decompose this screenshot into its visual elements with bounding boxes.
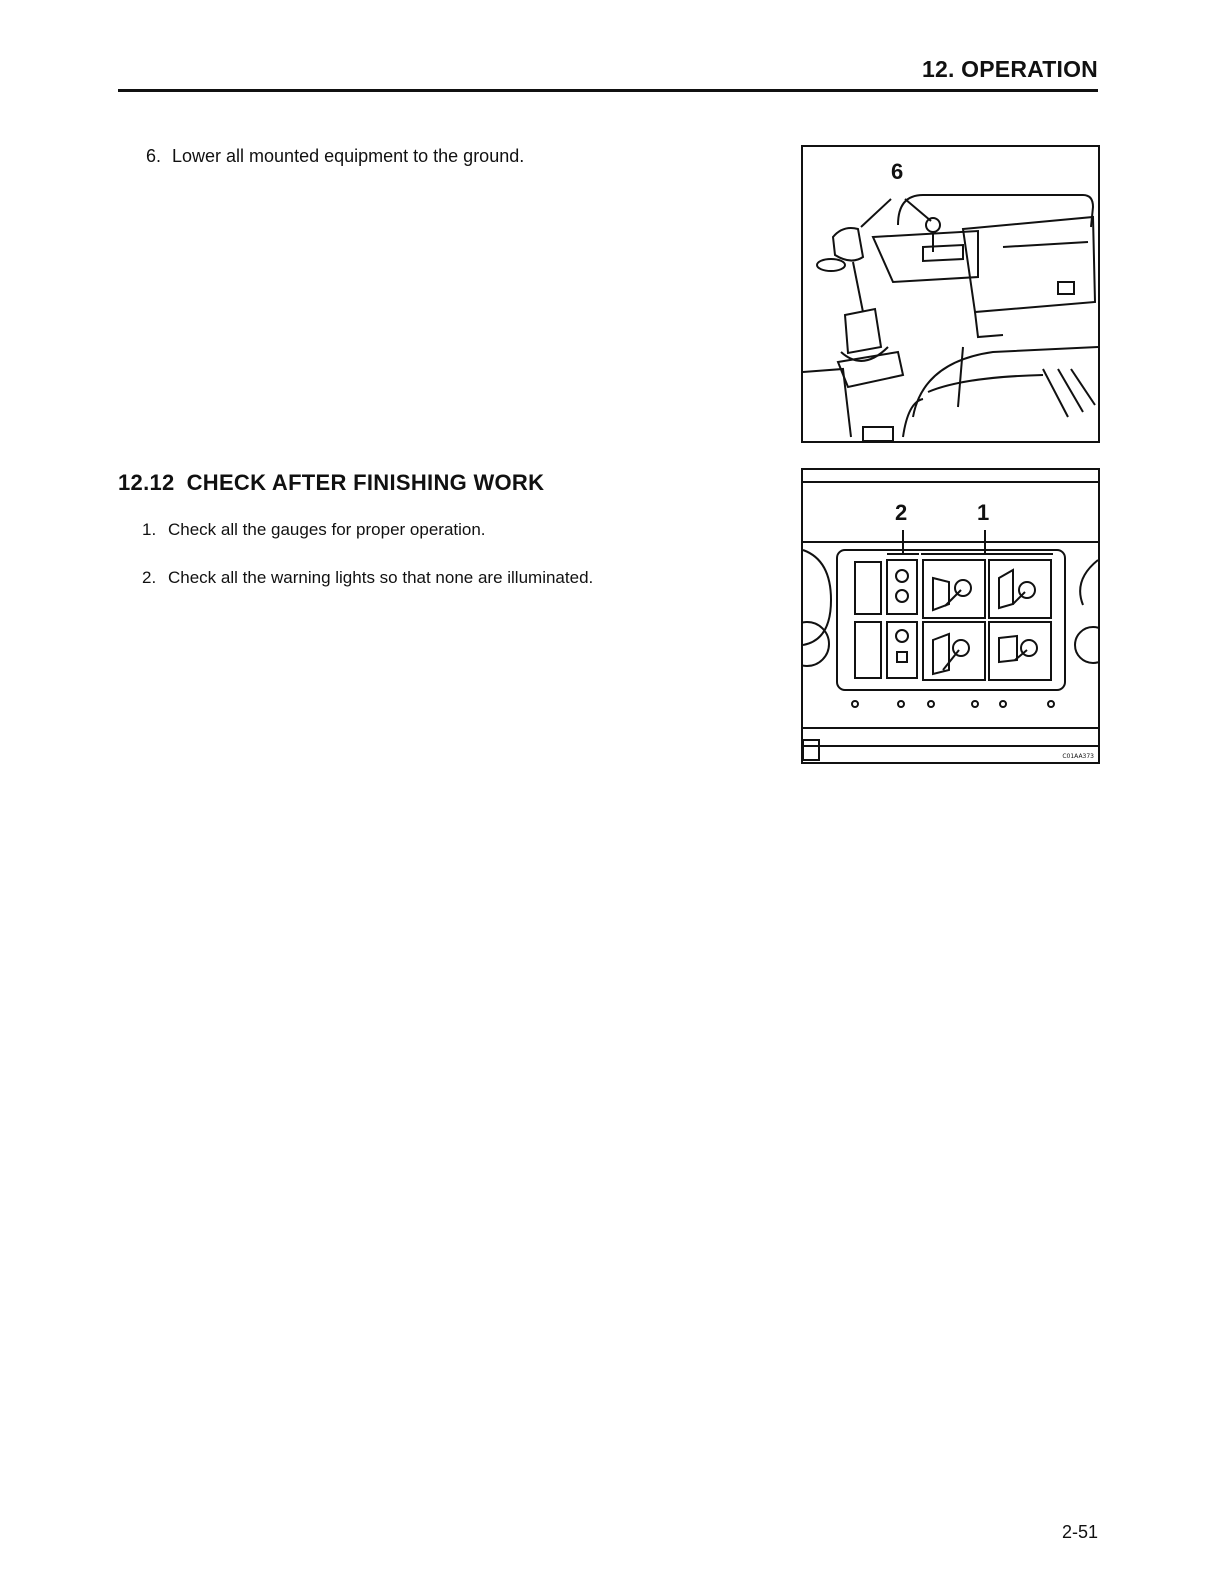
lock-lever-illustration [803, 147, 1098, 441]
step-number: 6. [146, 146, 162, 166]
gauge-panel-illustration [803, 470, 1098, 762]
figure-lock-lever [801, 145, 1100, 443]
step-6 [146, 145, 524, 167]
section-title [118, 470, 544, 496]
figure-callout-2: 2 [895, 500, 908, 525]
figure-gauge-panel [801, 468, 1100, 764]
page-number: 2-51 [1061, 1522, 1098, 1542]
step-2 [142, 567, 593, 589]
step-number: 2. [142, 568, 157, 587]
section-header: 12. OPERATION [922, 56, 1098, 82]
figure-callout-6: 6 [891, 159, 904, 184]
step-1 [142, 519, 486, 541]
figure-callout-1: 1 [977, 500, 990, 525]
step-text: Check all the warning lights so that none are illuminated. [168, 568, 594, 587]
section-heading: CHECK AFTER FINISHING WORK [186, 470, 545, 495]
section-number: 12.12 [118, 470, 175, 495]
header-divider [118, 89, 1098, 92]
step-number: 1. [142, 520, 157, 539]
step-text: Lower all mounted equipment to the ground. [172, 146, 525, 166]
figure-code: C01AA373 [1062, 753, 1094, 760]
step-text: Check all the gauges for proper operation. [168, 520, 486, 539]
